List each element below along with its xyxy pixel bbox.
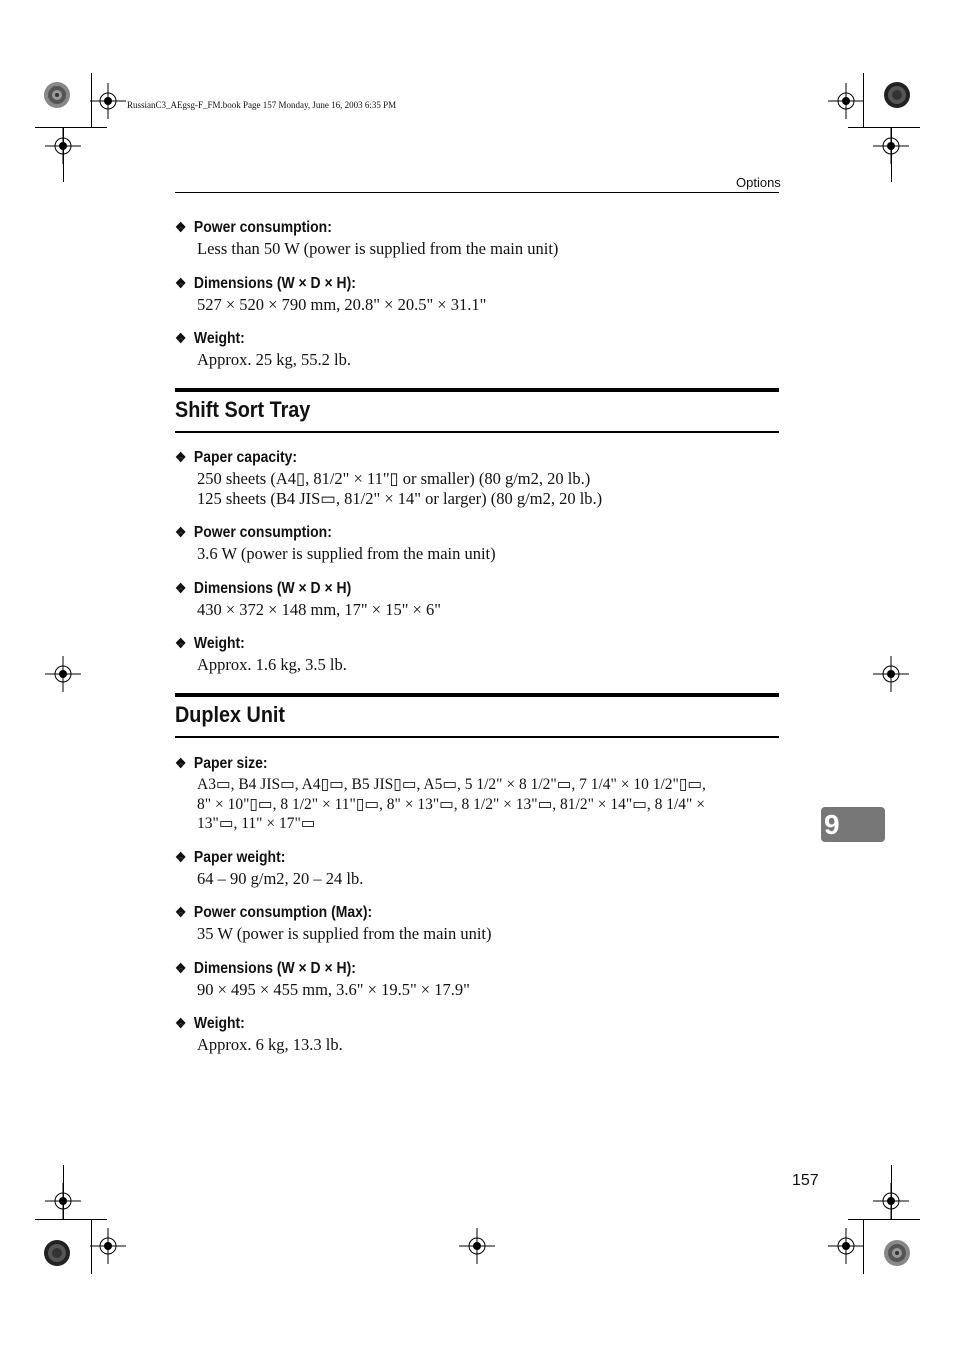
section-rule-top bbox=[175, 693, 779, 697]
spec-item bbox=[175, 1014, 779, 1055]
spec-label: Paper size: bbox=[193, 755, 268, 772]
spec-value: 3.6 W (power is supplied from the main unit) bbox=[197, 544, 496, 563]
spec-item bbox=[175, 848, 779, 889]
section-rule-bottom bbox=[175, 431, 779, 433]
diamond-bullet-icon: ❖ bbox=[175, 219, 187, 235]
color-target-icon bbox=[43, 81, 71, 109]
spec-value: Approx. 6 kg, 13.3 lb. bbox=[197, 1035, 343, 1054]
section-rule-top bbox=[175, 388, 779, 392]
registration-mark-icon bbox=[90, 1228, 126, 1264]
spec-label: Weight: bbox=[193, 330, 245, 347]
spec-value: 125 sheets (B4 JIS▭, 81/2" × 14" or larger) (80 g/m2, 20 lb.) bbox=[197, 488, 603, 508]
spec-label: Power consumption: bbox=[193, 219, 332, 236]
spec-item bbox=[175, 634, 779, 675]
registration-mark-icon bbox=[873, 128, 909, 164]
spec-item bbox=[175, 448, 779, 508]
diamond-bullet-icon: ❖ bbox=[175, 755, 187, 771]
diamond-bullet-icon: ❖ bbox=[175, 849, 187, 865]
file-info: RussianC3_AEgsg-F_FM.book Page 157 Monday, June 16, 2003 6:35 PM bbox=[127, 100, 397, 110]
registration-mark-icon bbox=[459, 1228, 495, 1264]
diamond-bullet-icon: ❖ bbox=[175, 330, 187, 346]
header-rule bbox=[175, 192, 779, 193]
spec-value: 527 × 520 × 790 mm, 20.8" × 20.5" × 31.1" bbox=[197, 295, 487, 314]
registration-mark-icon bbox=[45, 1183, 81, 1219]
spec-item bbox=[175, 903, 779, 944]
running-header: Options bbox=[736, 175, 781, 190]
spec-value: 13"▭, 11" × 17"▭ bbox=[197, 815, 316, 832]
spec-label: Weight: bbox=[193, 635, 245, 652]
spec-value: Approx. 25 kg, 55.2 lb. bbox=[197, 350, 351, 369]
spec-item bbox=[175, 959, 779, 1000]
section-title: Shift Sort Tray bbox=[175, 397, 311, 422]
registration-mark-icon bbox=[45, 128, 81, 164]
spec-label: Dimensions (W × D × H): bbox=[193, 960, 356, 977]
registration-mark-icon bbox=[873, 1183, 909, 1219]
registration-mark-icon bbox=[45, 656, 81, 692]
diamond-bullet-icon: ❖ bbox=[175, 580, 187, 596]
spec-item bbox=[175, 329, 779, 370]
spec-label: Power consumption (Max): bbox=[193, 904, 373, 921]
spec-label: Dimensions (W × D × H) bbox=[193, 580, 352, 597]
registration-mark-icon bbox=[90, 83, 126, 119]
spec-label: Weight: bbox=[193, 1015, 245, 1032]
chapter-tab bbox=[821, 807, 885, 842]
color-target-icon bbox=[883, 1239, 911, 1267]
section-title: Duplex Unit bbox=[175, 702, 286, 727]
spec-value: Less than 50 W (power is supplied from the main unit) bbox=[197, 239, 559, 258]
spec-value: 90 × 495 × 455 mm, 3.6" × 19.5" × 17.9" bbox=[197, 980, 470, 999]
spec-label: Dimensions (W × D × H): bbox=[193, 275, 356, 292]
diamond-bullet-icon: ❖ bbox=[175, 960, 187, 976]
spec-label: Power consumption: bbox=[193, 524, 332, 541]
spec-value: 35 W (power is supplied from the main unit) bbox=[197, 924, 492, 943]
spec-value: A3▭, B4 JIS▭, A4▯▭, B5 JIS▯▭, A5▭, 5 1/2" × 8 1/2"▭, 7 1/4" × 10 1/2"▯▭, bbox=[197, 776, 706, 793]
registration-mark-icon bbox=[828, 1228, 864, 1264]
spec-label: Paper capacity: bbox=[193, 449, 298, 466]
spec-value: 250 sheets (A4▯, 81/2" × 11"▯ or smaller) (80 g/m2, 20 lb.) bbox=[197, 469, 591, 488]
spec-value: 64 – 90 g/m2, 20 – 24 lb. bbox=[197, 869, 364, 888]
chapter-number: 9 bbox=[824, 809, 840, 840]
spec-value: Approx. 1.6 kg, 3.5 lb. bbox=[197, 655, 347, 674]
spec-item bbox=[175, 218, 779, 259]
color-target-icon bbox=[43, 1239, 71, 1267]
diamond-bullet-icon: ❖ bbox=[175, 904, 187, 920]
color-target-icon bbox=[883, 81, 911, 109]
spec-item bbox=[175, 754, 779, 834]
spec-value: 8" × 10"▯▭, 8 1/2" × 11"▯▭, 8" × 13"▭, 8 1/2" × 13"▭, 81/2" × 14"▭, 8 1/4" × bbox=[197, 795, 705, 813]
registration-mark-icon bbox=[828, 83, 864, 119]
diamond-bullet-icon: ❖ bbox=[175, 635, 187, 651]
spec-label: Paper weight: bbox=[193, 849, 286, 866]
diamond-bullet-icon: ❖ bbox=[175, 524, 187, 540]
registration-mark-icon bbox=[873, 656, 909, 692]
section-rule-bottom bbox=[175, 736, 779, 738]
spec-item bbox=[175, 579, 779, 620]
spec-item bbox=[175, 274, 779, 315]
spec-item bbox=[175, 523, 779, 564]
page-number: 157 bbox=[792, 1172, 819, 1189]
diamond-bullet-icon: ❖ bbox=[175, 275, 187, 291]
spec-value: 430 × 372 × 148 mm, 17" × 15" × 6" bbox=[197, 600, 441, 619]
diamond-bullet-icon: ❖ bbox=[175, 1015, 187, 1031]
diamond-bullet-icon: ❖ bbox=[175, 449, 187, 465]
